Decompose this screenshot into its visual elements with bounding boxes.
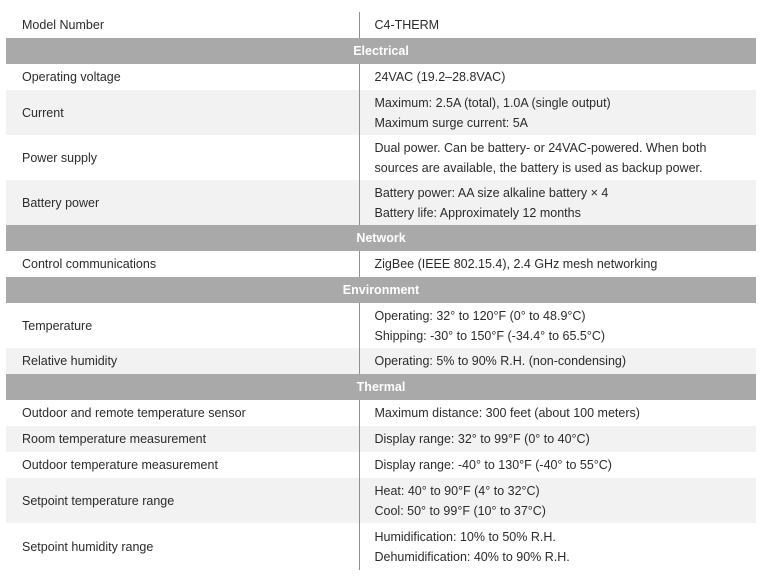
spec-label: Outdoor temperature measurement: [22, 458, 218, 472]
section-header-electrical: [6, 38, 756, 64]
spec-row-room-temperature: [6, 426, 756, 452]
spec-value: [359, 303, 756, 348]
spec-row-operating-voltage: [6, 64, 756, 90]
section-title: Thermal: [6, 374, 756, 400]
spec-value-line: 24VAC (19.2–28.8VAC): [374, 70, 506, 84]
spec-row-control-communications: [6, 251, 756, 277]
spec-value-line: Maximum distance: 300 feet (about 100 meters): [374, 406, 640, 420]
spec-value: [359, 64, 756, 90]
spec-row-power-supply: [6, 135, 756, 180]
spec-value: [359, 400, 756, 426]
spec-label: Relative humidity: [6, 348, 359, 374]
section-title: Electrical: [6, 38, 756, 64]
spec-value-line: Battery life: Approximately 12 months: [374, 205, 581, 220]
spec-table: [6, 12, 756, 570]
section-header-network: [6, 225, 756, 251]
spec-value: [359, 478, 756, 523]
spec-value-line: Operating: 32° to 120°F (0° to 48.9°C): [374, 308, 586, 323]
section-title: Environment: [6, 277, 756, 303]
spec-label: Operating voltage: [22, 70, 121, 84]
spec-value-line: Heat: 40° to 90°F (4° to 32°C): [374, 483, 540, 498]
spec-row-temperature: [6, 303, 756, 348]
spec-value-line: Cool: 50° to 99°F (10° to 37°C): [374, 503, 546, 518]
spec-value: [359, 251, 756, 277]
spec-value-line: Battery power: AA size alkaline battery × 4: [374, 185, 609, 200]
spec-label: Room temperature measurement: [6, 426, 359, 452]
spec-label: Control communications: [22, 257, 157, 271]
section-title: Network: [6, 225, 756, 251]
spec-value-line: ZigBee (IEEE 802.15.4), 2.4 GHz mesh networking: [374, 257, 658, 271]
spec-row-setpoint-temperature: [6, 478, 756, 523]
spec-label: Battery power: [6, 180, 359, 225]
spec-value-line: sources are available, the battery is used as backup power.: [374, 160, 703, 175]
spec-label: Outdoor and remote temperature sensor: [22, 406, 246, 420]
spec-value-line: Dual power. Can be battery- or 24VAC-powered. When both: [374, 140, 707, 155]
spec-value: [359, 90, 756, 135]
spec-row-relative-humidity: [6, 348, 756, 374]
spec-value: [359, 452, 756, 478]
spec-value-line: Display range: 32° to 99°F (0° to 40°C): [374, 432, 590, 446]
spec-row-outdoor-temperature: [6, 452, 756, 478]
spec-label: Power supply: [22, 150, 98, 165]
spec-row-model-number: [6, 12, 756, 38]
spec-label: Setpoint temperature range: [6, 478, 359, 523]
spec-value-line: Maximum: 2.5A (total), 1.0A (single output): [374, 95, 611, 110]
spec-value: C4-THERM: [359, 12, 756, 38]
spec-row-setpoint-humidity: [6, 523, 756, 570]
spec-label: Model Number: [22, 18, 104, 32]
spec-value: [359, 135, 756, 180]
spec-value-line: Shipping: -30° to 150°F (-34.4° to 65.5°C): [374, 328, 606, 343]
spec-value: [359, 523, 756, 570]
spec-value-line: Dehumidification: 40% to 90% R.H.: [374, 549, 570, 564]
spec-value-line: Operating: 5% to 90% R.H. (non-condensing): [374, 354, 627, 368]
section-header-thermal: [6, 374, 756, 400]
spec-value-line: Maximum surge current: 5A: [374, 115, 529, 130]
spec-value-line: Display range: -40° to 130°F (-40° to 55°C): [374, 458, 612, 472]
spec-label: Current: [6, 90, 359, 135]
spec-value: [359, 426, 756, 452]
spec-value: [359, 180, 756, 225]
spec-row-current: [6, 90, 756, 135]
spec-value-line: Humidification: 10% to 50% R.H.: [374, 529, 556, 544]
spec-label: Temperature: [22, 318, 93, 333]
section-header-environment: [6, 277, 756, 303]
spec-row-outdoor-remote-sensor: [6, 400, 756, 426]
spec-label: Setpoint humidity range: [22, 539, 154, 554]
spec-row-battery-power: [6, 180, 756, 225]
spec-value: [359, 348, 756, 374]
